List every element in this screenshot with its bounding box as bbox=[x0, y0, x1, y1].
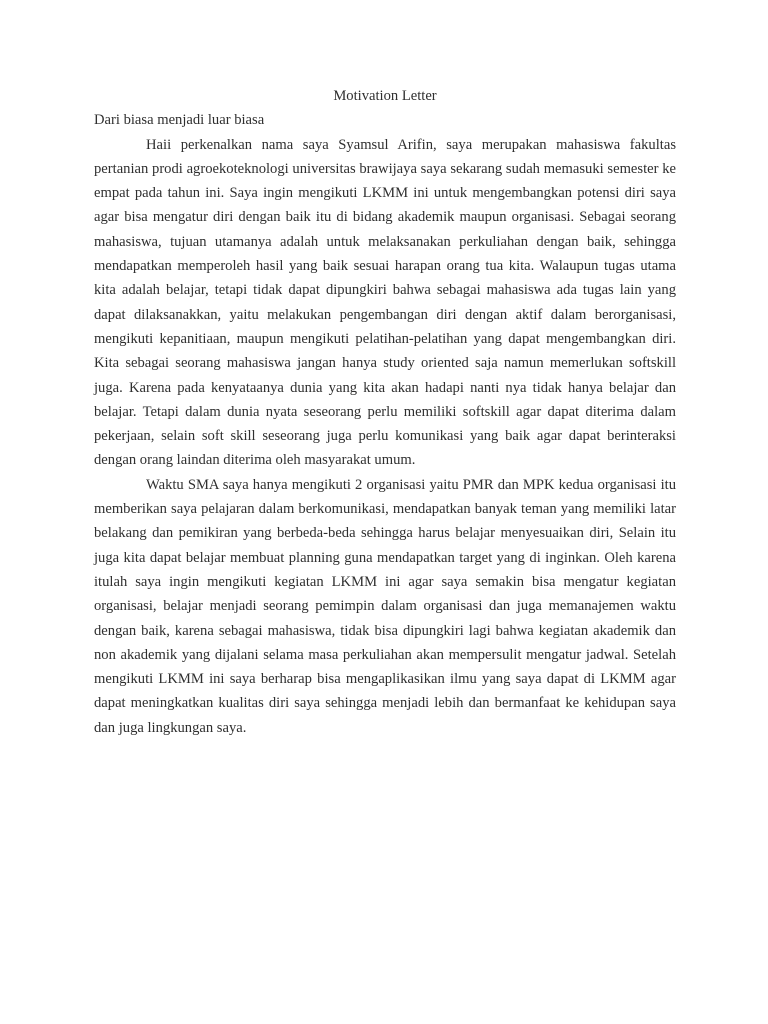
letter-paragraph-1: Haii perkenalkan nama saya Syamsul Arifin, saya merupakan mahasiswa fakultas pertanian prodi agroekoteknologi universitas brawijaya saya sekarang sudah memasuki semester ke empat pada tahun ini. Saya ingin mengikuti LKMM ini untuk mengembangkan potensi diri saya agar bisa mengatur diri dengan baik itu di bidang akademik maupun organisasi. Sebagai seorang mahasiswa, tujuan utamanya adalah untuk melaksanakan perkuliahan dengan baik, sehingga mendapatkan memperoleh hasil yang baik sesuai harapan orang tua kita. Walaupun tugas utama kita adalah belajar, tetapi tidak dapat dipungkiri bahwa sebagai mahasiswa ada tugas lain yang dapat dilaksanakkan, yaitu melakukan pengembangan diri dengan aktif dalam berorganisasi, mengikuti kepanitiaan, maupun mengikuti pelatihan-pelatihan yang dapat mengembangkan diri. Kita sebagai seorang mahasiswa jangan hanya study oriented saja namun memerlukan softskill juga. Karena pada kenyataanya dunia yang kita akan hadapi nanti nya tidak hanya belajar dan belajar. Tetapi dalam dunia nyata seseorang perlu memiliki softskill agar dapat diterima dalam pekerjaan, selain soft skill seseorang juga perlu komunikasi yang baik agar dapat berinteraksi dengan orang laindan diterima oleh masyarakat umum. bbox=[94, 136, 676, 469]
letter-body bbox=[94, 84, 676, 740]
letter-greeting: Dari biasa menjadi luar biasa bbox=[94, 112, 265, 129]
letter-paragraph-2: Waktu SMA saya hanya mengikuti 2 organisasi yaitu PMR dan MPK kedua organisasi itu memberikan saya pelajaran dalam berkomunikasi, mendapatkan banyak teman yang memiliki latar belakang dan pemikiran yang berbeda-beda sehingga harus belajar menyesuaikan diri, Selain itu juga kita dapat belajar membuat planning guna mendapatkan target yang di inginkan. Oleh karena itulah saya ingin mengikuti kegiatan LKMM ini agar saya semakin bisa mengatur kegiatan organisasi, belajar menjadi seorang pemimpin dalam organisasi dan juga memanajemen waktu dengan baik, karena sebagai mahasiswa, tidak bisa dipungkiri lagi bahwa kegiatan akademik dan non akademik yang dijalani selama masa perkuliahan akan mempersulit mengatur jadwal. Setelah mengikuti LKMM ini saya berharap bisa mengaplikasikan ilmu yang saya dapat di LKMM agar dapat meningkatkan kualitas diri saya sehingga menjadi lebih dan bermanfaat ke kehidupan saya dan juga lingkungan saya. bbox=[94, 476, 676, 736]
letter-title: Motivation Letter bbox=[333, 88, 437, 104]
